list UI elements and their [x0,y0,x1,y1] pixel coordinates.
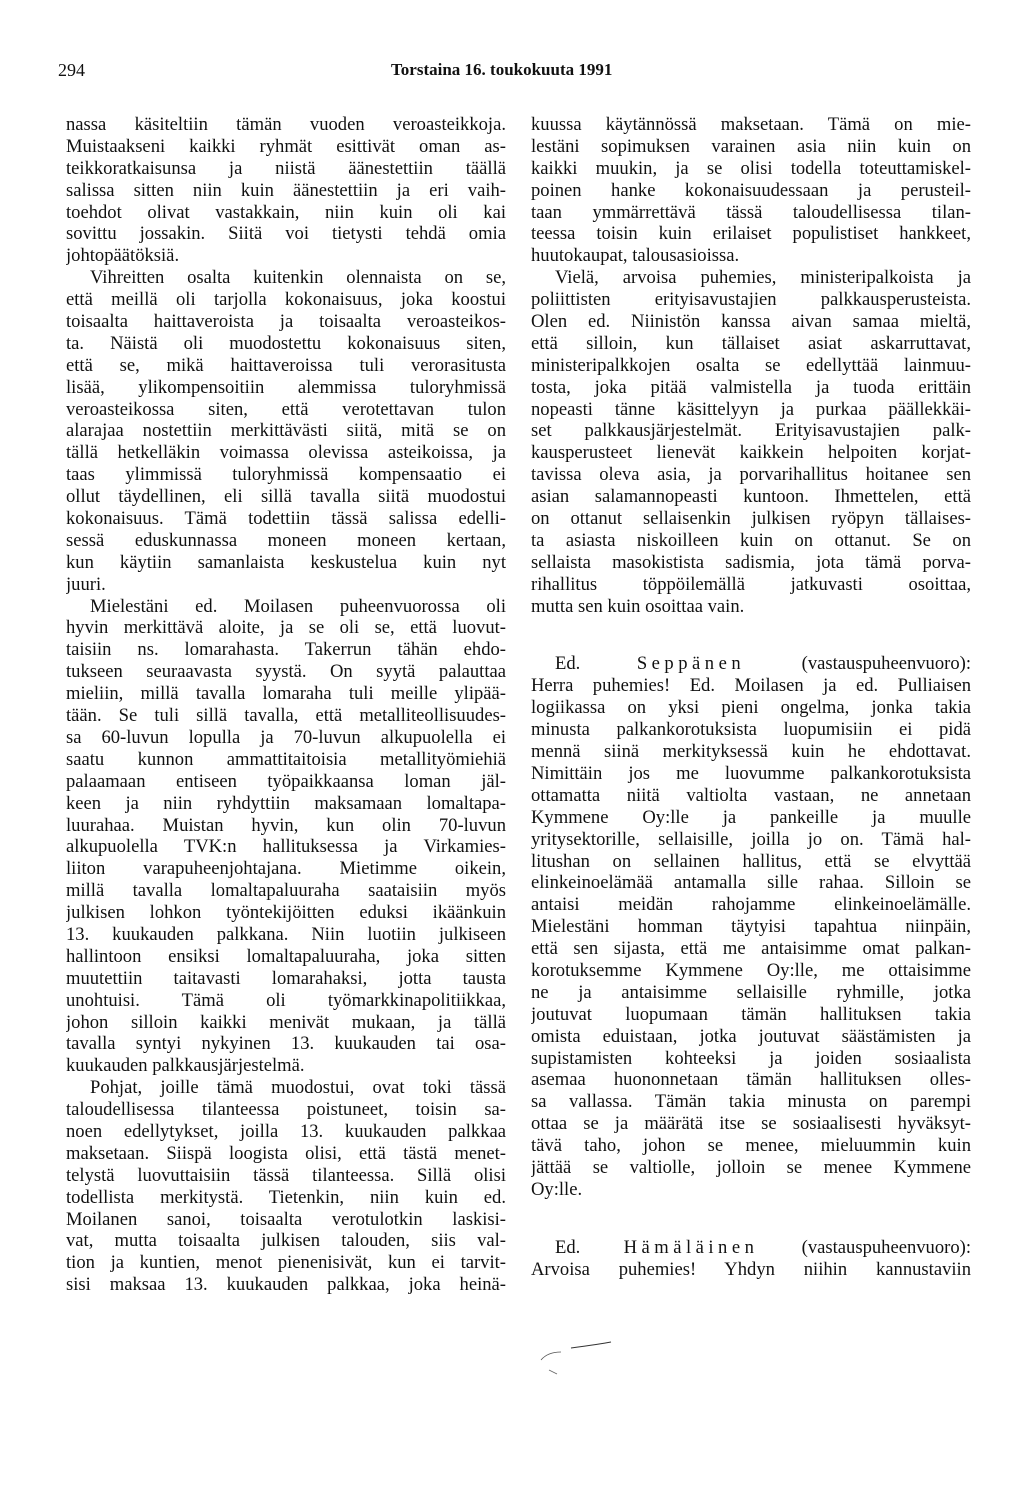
text-line: taan ymmärrettävä tässä taloudellisessa tilan- [531,201,971,223]
text-line: kaikki muukin, ja se olisi todella toteuttamiskel- [531,157,971,179]
page-number: 294 [58,60,85,80]
text-line: set palkkausjärjestelmät. Erityisavustajien palk- [531,420,971,442]
text-line: keen ja niin ryhdyttiin maksamaan lomaltapa- [66,792,506,814]
text-line: kausperusteet lienevät kaikkein helpoiten korjat- [531,442,971,464]
text-line: luurahaa. Muistan hyvin, kun olin 70-luvun [66,814,506,836]
text-line: palaamaan entiseen työpaikkaansa loman jäl- [66,770,506,792]
text-line: asian salamannopeasti kuntoon. Ihmettelen, että [531,486,971,508]
text-line: lestäni sopimuksen varainen asia niin kuin on [531,135,971,157]
text-line: ministeripalkkojen osalta se edellyttää lainmuu- [531,354,971,376]
text-line: logiikassa on yksi pieni ongelma, jonka takia [531,697,971,719]
text-line: johtopäätöksiä. [66,245,180,267]
text-line: Herra puhemies! Ed. Moilasen ja ed. Pulliaisen [531,675,971,697]
text-line: joutuvat luopumaan tämän hallituksen takia [531,1003,971,1025]
text-line: Mielestäni homman täytyisi tapahtua niinpäin, [531,916,971,938]
speaker-role: (vastauspuheenvuoro): [801,1236,971,1258]
text-line: taloudellisessa tilanteessa poistuneet, toisin sa- [66,1099,506,1121]
text-line: hyvin merkittävä aloite, ja se oli se, että luovut- [66,617,506,639]
text-line: ta. Näistä oli muodostettu kokonaisuus siten, [66,332,506,354]
text-line: sa 60-luvun lopulla ja 70-luvun alkupuolella ei [66,726,506,748]
text-line: taas ylimmissä tuloryhmissä kompensaatio ei [66,464,506,486]
text-line: että meillä oli tarjolla kokonaisuus, joka koostui [66,289,506,311]
speaker-prefix: Ed. [555,653,581,675]
text-line: ottaa se ja määrätä itse se sosiaalisesti hyväksyt- [531,1113,971,1135]
text-line: kun käytiin samanlaista keskustelua kuin nyt [66,551,506,573]
text-line: muutettiin taitavasti lomarahaksi, jotta tausta [66,967,506,989]
text-line: Vielä, arvoisa puhemies, ministeripalkoista ja [555,267,971,289]
text-line: Nimittäin jos me luovumme palkankorotuksista [531,762,971,784]
text-line: on ottanut sellaisenkin julkisen ryöpyn tällaises- [531,508,971,530]
speaker-name: Seppänen [636,653,746,675]
pen-scribble-icon [531,1340,651,1380]
text-line: Mielestäni ed. Moilasen puheenvuorossa oli [90,595,506,617]
text-line: omista eduistaan, jotka joutuvat säästämisten ja [531,1025,971,1047]
text-line: sellaista masokistista sadismia, jota tämä porva- [531,551,971,573]
text-line: poliittisten erityisavustajien palkkausperusteista. [531,289,971,311]
text-line: huutokaupat, talousasioissa. [531,245,740,267]
text-line: Olen ed. Niinistön kanssa aivan samaa mieltä, [531,311,971,333]
text-line: litushan on sellainen hallitus, että se elvyttää [531,850,971,872]
text-line: sa vallassa. Tämän takia minusta on parempi [531,1091,971,1113]
paragraph-gap [531,1201,971,1237]
text-line: todellista merkitystä. Tietenkin, niin kuin ed. [66,1186,506,1208]
text-line: unohtuisi. Tämä oli työmarkkinapolitiikkaa, [66,989,506,1011]
speech-heading-seppanen [531,653,971,675]
text-line: teessa toisin kuin erilaiset populistiset hankkeet, [531,223,971,245]
running-title: Torstaina 16. toukokuuta 1991 [391,60,613,79]
text-line: mieliin, millä tavalla lomaraha tuli meille ylipää- [66,683,506,705]
text-line: ollut täydellinen, eli sillä tavalla siitä muodostui [66,486,506,508]
text-line: kuukauden palkkausjärjestelmä. [66,1055,305,1077]
right-column-text [531,114,971,617]
text-line: telystä luovuttaisiin tässä tilanteessa. Sillä olisi [66,1164,506,1186]
right-column [531,114,971,1281]
text-line: että silloin, kun tällaiset asiat askarruttavat, [531,332,971,354]
text-line: että se, mikä haittaveroissa tuli verorasitusta [66,354,506,376]
text-line: tion ja kuntien, menot pienenisivät, kun ei tarvit- [66,1252,506,1274]
text-line: nopeasti tänne käsittelyyn ja purkaa päällekkäi- [531,398,971,420]
text-line: että sen sijasta, että me antaisimme omat palkan- [531,938,971,960]
paragraph-gap [531,617,971,653]
text-line: sovittu jossakin. Siitä voi tietysti tehdä omia [66,223,506,245]
text-line: taisiin ns. lomarahasta. Takerrun tähän ehdo- [66,639,506,661]
text-line: ottamatta niitä valtiolta vastaan, ne annetaan [531,784,971,806]
text-line: mennä siinä merkityksessä kuin he ehdottavat. [531,741,971,763]
text-line: teikkoratkaisunsa ja niistä äänestettiin täällä [66,157,506,179]
text-line: Arvoisa puhemies! Yhdyn niihin kannustaviin [531,1258,971,1280]
text-line: Vihreitten osalta kuitenkin olennaista on se, [90,267,506,289]
speaker-name: Hämäläinen [623,1236,759,1258]
text-line: tällä hetkelläkin voimassa olevissa asteikoissa, ja [66,442,506,464]
text-line: 13. kuukauden palkkana. Niin luotiin julkiseen [66,923,506,945]
text-line: julkisen lohkon työntekijöitten eduksi ikäänkuin [66,902,506,924]
text-line: liiton varapuheenjohtajana. Mietimme oikein, [66,858,506,880]
text-line: noen edellytykset, joilla 13. kuukauden palkkaa [66,1120,506,1142]
text-line: tavalla syntyi nykyinen 13. kuukauden tai osa- [66,1033,506,1055]
text-line: yritysektorille, sellaisille, joilla jo on. Tämä hal- [531,828,971,850]
text-line: Pohjat, joille tämä muodostui, ovat toki tässä [90,1077,506,1099]
text-line: ne ja antaisimme sellaisille ryhmille, jotka [531,981,971,1003]
text-line: Moilanen sanoi, toisaalta verotulotkin laskisi- [66,1208,506,1230]
text-line: Muistaakseni kaikki ryhmät esittivät oman as- [66,135,506,157]
text-line: Kymmene Oy:lle ja pankeille ja muulle [531,806,971,828]
text-line: elinkeinoelämää antamalla sille rahaa. Silloin se [531,872,971,894]
text-line: ta asiasta niskoilleen kuin on ottanut. Se on [531,529,971,551]
text-line: tavissa oleva asia, ja porvarihallitus hoitanee sen [531,464,971,486]
text-line: alarajaa nostettiin merkittävästi siitä, mitä se on [66,420,506,442]
speech-seppanen-body [531,675,971,1200]
text-line: nassa käsiteltiin tämän vuoden veroasteikkoja. [66,114,506,135]
text-line: poinen hanke kokonaisuudessaan ja perusteil- [531,179,971,201]
text-line: minusta palkankorotuksista luopumisiin ei pidä [531,719,971,741]
text-line: tosta, joka pitää valmistella ja tuoda erittäin [531,376,971,398]
text-line: supistamisten kohteeksi ja joiden sosiaalista [531,1047,971,1069]
left-column [66,114,506,1296]
text-line: saatu kunnon ammattitaitoisia metallityömiehiä [66,748,506,770]
text-line: korotuksemme Kymmene Oy:lle, me ottaisimme [531,959,971,981]
text-line: antaisi meidän rahojamme elinkeinoelämälle. [531,894,971,916]
text-line: kuussa käytännössä maksetaan. Tämä on mie- [531,114,971,135]
text-line: millä tavalla lomaltapaluuraha saataisiin myös [66,880,506,902]
text-line: tävä taho, johon se menee, mieluummin kuin [531,1135,971,1157]
text-line: johon silloin kaikki menivät mukaan, ja tällä [66,1011,506,1033]
speaker-prefix: Ed. [555,1236,581,1258]
text-line: tukseen seuraavasta syystä. On syytä palauttaa [66,661,506,683]
text-line: tään. Se tuli sillä tavalla, että metalliteollisuudes- [66,705,506,727]
text-line: asemaa huononnetaan tämän hallituksen olles- [531,1069,971,1091]
text-line: alkupuolella TVK:n hallituksessa ja Virkamies- [66,836,506,858]
text-line: kokonaisuus. Tämä todettiin tässä salissa edelli- [66,508,506,530]
text-line: sisi maksaa 13. kuukauden palkkaa, joka heinä- [66,1274,506,1296]
speaker-role: (vastauspuheenvuoro): [801,653,971,675]
text-line: hallintoon ensiksi lomaltapaluuraha, joka sitten [66,945,506,967]
text-line: jättää se valtiolle, jolloin se menee Kymmene [531,1156,971,1178]
text-line: salissa sitten niin kuin äänestettiin ja eri vaih- [66,179,506,201]
text-line: lisää, ylikompensoitiin alemmissa tuloryhmissä [66,376,506,398]
page-header [58,60,964,90]
text-line: veroasteikossa siten, että verotettavan tulon [66,398,506,420]
text-line: maksetaan. Siispä loogista olisi, että tästä menet- [66,1142,506,1164]
text-line: toisaalta haittaveroista ja toisaalta veroasteikos- [66,311,506,333]
text-line: Oy:lle. [531,1178,583,1200]
text-line: mutta sen kuin osoittaa vain. [531,595,745,617]
text-line: rihallitus töppöilemällä jatkuvasti osoittaa, [531,573,971,595]
speech-heading-hamalainen [531,1237,971,1259]
text-line: juuri. [66,573,106,595]
text-line: vat, mutta toisaalta julkisen talouden, siis val- [66,1230,506,1252]
text-line: sessä eduskunnassa moneen moneen kertaan, [66,529,506,551]
speech-hamalainen-body [531,1259,971,1281]
text-line: toehdot olivat vastakkain, niin kuin oli kai [66,201,506,223]
